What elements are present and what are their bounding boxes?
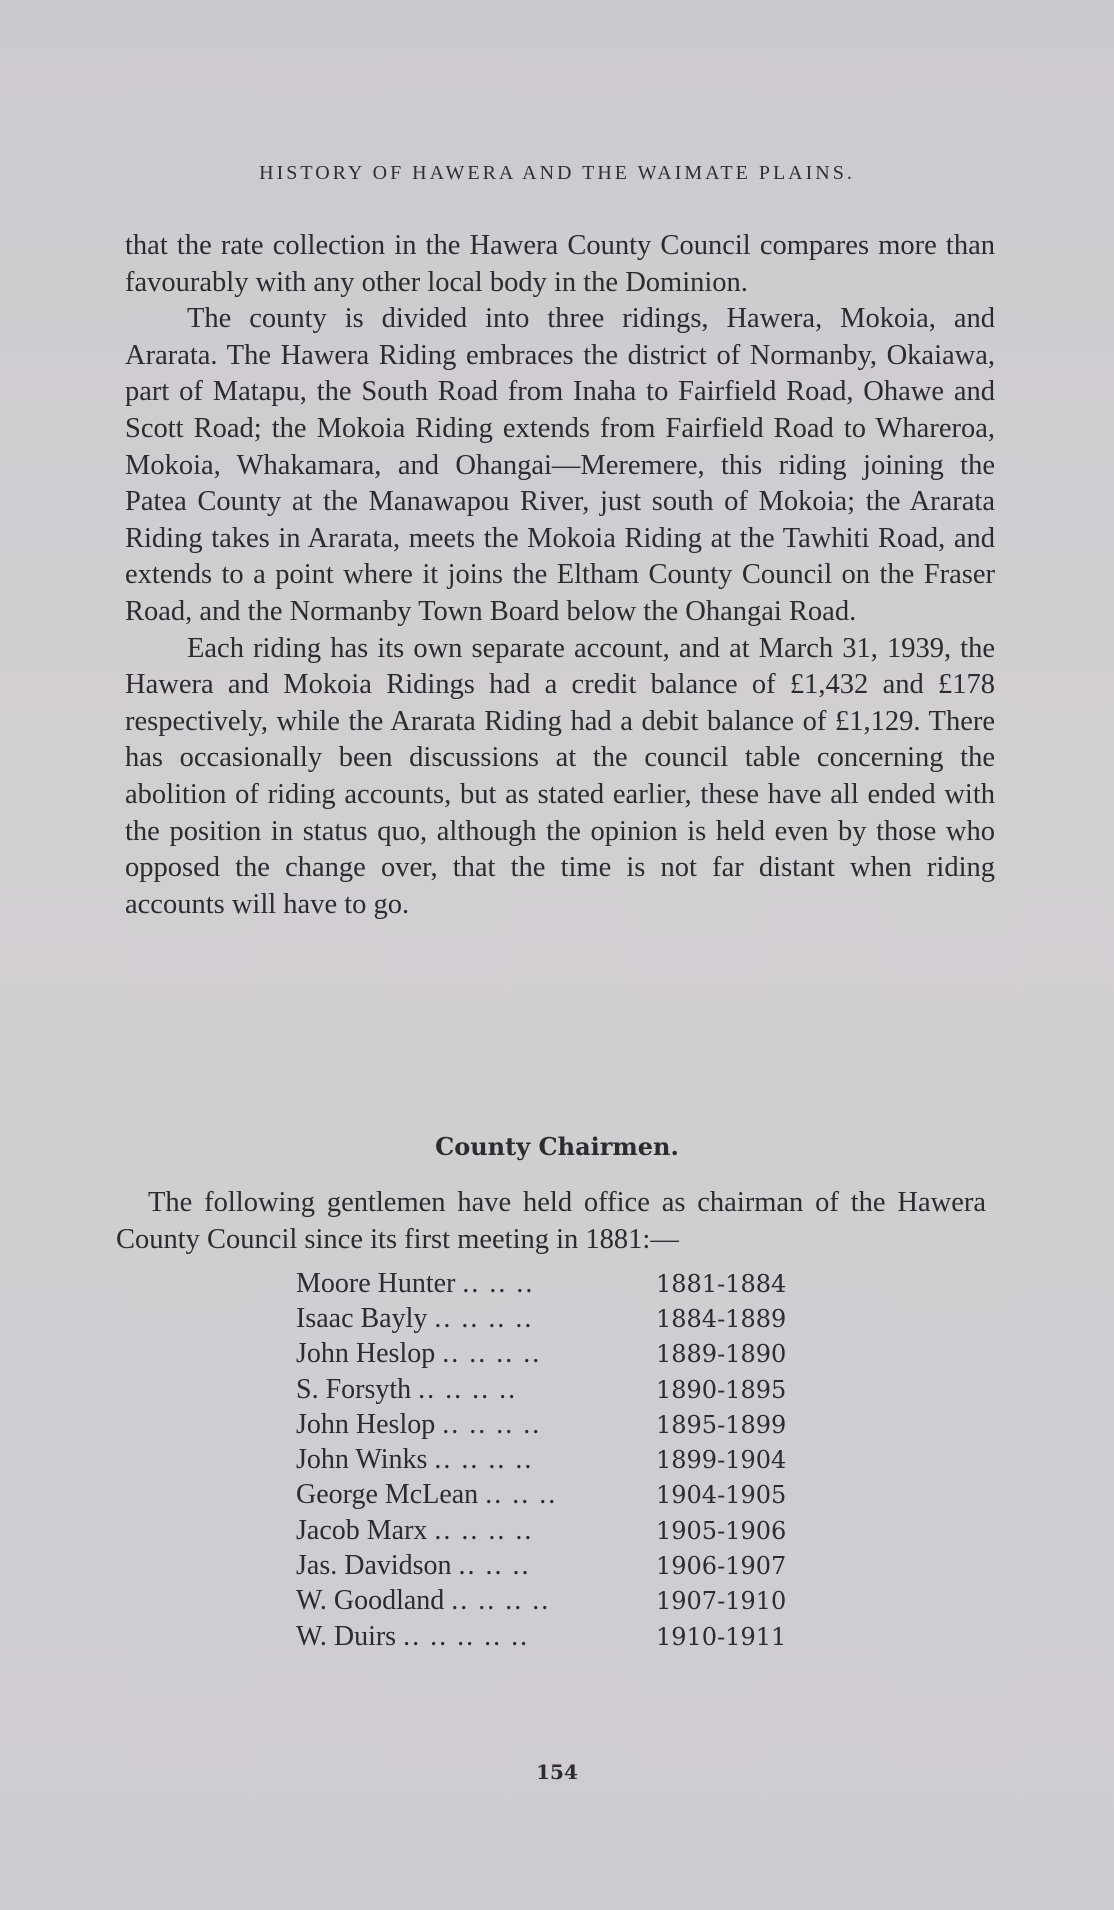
chairman-term: 1881-1884 — [656, 1269, 787, 1298]
list-item — [296, 1478, 816, 1513]
chairman-term: 1899-1904 — [656, 1446, 787, 1475]
chairman-term: 1889-1890 — [656, 1340, 787, 1369]
list-item — [296, 1301, 816, 1336]
chairman-name: Isaac Bayly — [296, 1302, 428, 1334]
chairman-term: 1905-1906 — [656, 1516, 787, 1545]
running-title: HISTORY OF HAWERA AND THE WAIMATE PLAINS. — [259, 162, 855, 184]
paragraph: Each riding has its own separate account, and at March 31, 1939, the Hawera and Mokoia Ridings had a credit balance of £1,432 and £178 respectively, while the Ararata Riding had a debit balance of £1,129. There has occasionally been discussions at the council table concerning the abolition of riding accounts, but as stated earlier, these have all ended with the position in status quo, although the opinion is held even by those who opposed the change over, that the time is not far distant when riding accounts will have to go. — [125, 632, 995, 920]
leader-dots: .. .. .. — [458, 1550, 531, 1582]
paragraph: that the rate collection in the Hawera County Council compares more than favourably with any other local body in the Dominion. — [125, 230, 995, 298]
chairman-term: 1890-1895 — [656, 1375, 787, 1404]
chairman-name: S. Forsyth — [296, 1373, 412, 1405]
chairman-name: John Winks — [296, 1444, 428, 1476]
chairman-name: W. Goodland — [296, 1585, 445, 1617]
page-number: 154 — [536, 1760, 578, 1784]
leader-dots: .. .. .. .. — [442, 1338, 542, 1370]
body-text — [125, 228, 995, 923]
chairman-term: 1910-1911 — [656, 1622, 787, 1651]
chairmen-list — [296, 1266, 816, 1654]
leader-dots: .. .. .. .. — [434, 1444, 534, 1476]
leader-dots: .. .. .. .. .. — [403, 1620, 530, 1652]
list-item — [296, 1266, 816, 1301]
leader-dots: .. .. .. — [485, 1479, 558, 1511]
list-item — [296, 1548, 816, 1583]
paragraph: The following gentlemen have held office as chairman of the Hawera County Council since its first meeting in 1881:— — [116, 1187, 986, 1255]
list-item — [296, 1442, 816, 1477]
leader-dots: .. .. .. — [462, 1267, 535, 1299]
list-item — [296, 1372, 816, 1407]
chairman-name: John Heslop — [296, 1408, 436, 1440]
list-item — [296, 1619, 816, 1654]
chairman-term: 1906-1907 — [656, 1552, 787, 1581]
chairman-term: 1904-1905 — [656, 1481, 787, 1510]
leader-dots: .. .. .. .. — [451, 1585, 551, 1617]
paragraph: The county is divided into three ridings, Hawera, Mokoia, and Ararata. The Hawera Riding embraces the district of Normanby, Okaiawa, part of Matapu, the South Road from Inaha to Fairfield Road, Ohawe and Scott Road; the Mokoia Riding extends from Fairfield Road to Whareroa, Mokoia, Whakamara, and Ohangai—Meremere, this riding joining the Patea County at the Manawapou River, just south of Mokoia; the Ararata Riding takes in Ararata, meets the Mokoia Riding at the Tawhiti Road, and extends to a point where it joins the Eltham County Council on the Fraser Road, and the Normanby Town Board below the Ohangai Road. — [125, 303, 995, 627]
chairman-term: 1907-1910 — [656, 1587, 787, 1616]
chairman-name: George McLean — [296, 1479, 479, 1511]
leader-dots: .. .. .. .. — [442, 1408, 542, 1440]
chairman-term: 1884-1889 — [656, 1304, 787, 1333]
chairman-name: Jacob Marx — [296, 1514, 428, 1546]
section-intro — [116, 1185, 986, 1258]
list-item — [296, 1584, 816, 1619]
leader-dots: .. .. .. .. — [434, 1514, 534, 1546]
leader-dots: .. .. .. .. — [434, 1302, 534, 1334]
chairman-term: 1895-1899 — [656, 1410, 787, 1439]
chairman-name: W. Duirs — [296, 1620, 397, 1652]
leader-dots: .. .. .. .. — [418, 1373, 518, 1405]
section-heading: County Chairmen. — [435, 1132, 679, 1161]
chairman-name: Jas. Davidson — [296, 1550, 452, 1582]
list-item — [296, 1407, 816, 1442]
list-item — [296, 1337, 816, 1372]
list-item — [296, 1513, 816, 1548]
chairman-name: Moore Hunter — [296, 1267, 456, 1299]
chairman-name: John Heslop — [296, 1338, 436, 1370]
